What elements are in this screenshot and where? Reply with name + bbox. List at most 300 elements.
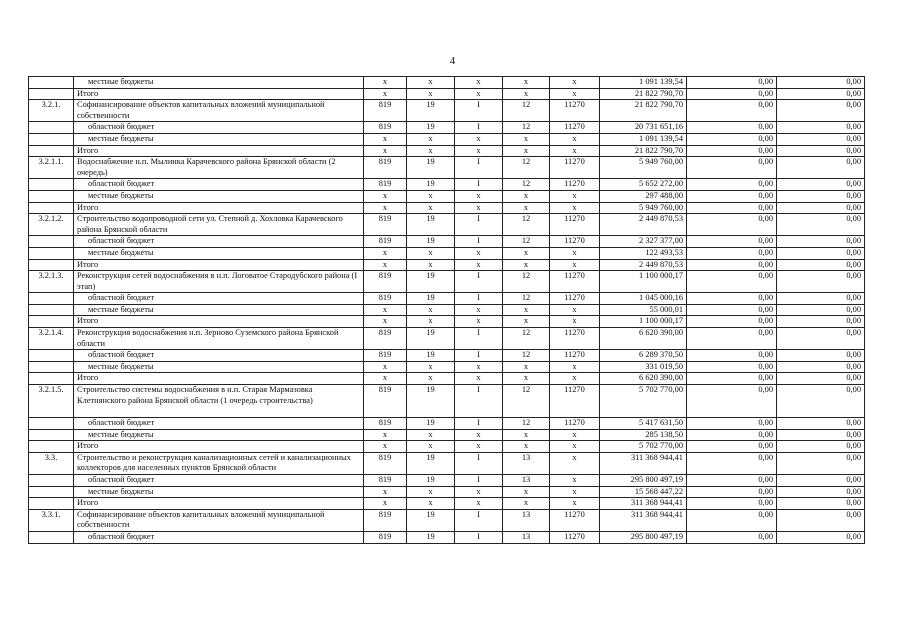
amount-cell: 0,00 <box>687 247 777 259</box>
amount-cell: 0,00 <box>777 271 865 293</box>
amount-cell: 0,00 <box>777 259 865 271</box>
table-row <box>29 77 865 89</box>
table-row <box>29 179 865 191</box>
table-row <box>29 145 865 157</box>
row-name-cell: областной бюджет <box>74 418 364 430</box>
row-number-cell: 3.3.1. <box>29 509 74 531</box>
table-row <box>29 316 865 328</box>
code-cell: x <box>364 429 407 441</box>
code-cell: x <box>407 259 455 271</box>
code-cell: x <box>407 304 455 316</box>
table-row <box>29 157 865 179</box>
amount-cell: 21 822 790,70 <box>600 100 687 122</box>
row-number-cell: 3.3. <box>29 452 74 474</box>
code-cell: 12 <box>503 179 550 191</box>
code-cell: I <box>455 214 503 236</box>
table-row <box>29 293 865 305</box>
amount-cell: 0,00 <box>687 179 777 191</box>
code-cell: x <box>550 247 600 259</box>
code-cell: 19 <box>407 350 455 362</box>
code-cell: x <box>364 77 407 89</box>
code-cell: x <box>364 498 407 510</box>
row-number-cell <box>29 145 74 157</box>
row-number-cell <box>29 88 74 100</box>
amount-cell: 1 100 000,17 <box>600 316 687 328</box>
code-cell: 819 <box>364 214 407 236</box>
code-cell: 819 <box>364 328 407 350</box>
table-row <box>29 475 865 487</box>
amount-cell: 0,00 <box>777 190 865 202</box>
table-row <box>29 361 865 373</box>
code-cell: 11270 <box>550 214 600 236</box>
code-cell: x <box>550 202 600 214</box>
amount-cell: 0,00 <box>687 122 777 134</box>
code-cell: x <box>503 498 550 510</box>
code-cell: x <box>503 190 550 202</box>
amount-cell: 285 138,50 <box>600 429 687 441</box>
amount-cell: 5 417 631,50 <box>600 418 687 430</box>
amount-cell: 0,00 <box>687 88 777 100</box>
row-number-cell <box>29 190 74 202</box>
row-name-cell: местные бюджеты <box>74 486 364 498</box>
table-row <box>29 133 865 145</box>
amount-cell: 0,00 <box>687 452 777 474</box>
amount-cell: 311 368 944,41 <box>600 509 687 531</box>
page-number: 4 <box>449 55 456 67</box>
code-cell: x <box>364 133 407 145</box>
code-cell: x <box>550 190 600 202</box>
code-cell: 11270 <box>550 328 600 350</box>
code-cell: I <box>455 509 503 531</box>
code-cell: x <box>503 486 550 498</box>
code-cell: x <box>550 486 600 498</box>
row-name-cell: местные бюджеты <box>74 133 364 145</box>
code-cell: I <box>455 452 503 474</box>
code-cell: x <box>364 373 407 385</box>
row-name-cell: областной бюджет <box>74 475 364 487</box>
table-row <box>29 418 865 430</box>
table-row <box>29 304 865 316</box>
row-number-cell: 3.2.1.2. <box>29 214 74 236</box>
row-name-cell: областной бюджет <box>74 531 364 543</box>
row-name-cell: местные бюджеты <box>74 247 364 259</box>
table-row <box>29 452 865 474</box>
code-cell: x <box>364 441 407 453</box>
row-number-cell <box>29 304 74 316</box>
row-number-cell <box>29 350 74 362</box>
code-cell: x <box>407 486 455 498</box>
code-cell: 11270 <box>550 236 600 248</box>
code-cell: x <box>550 77 600 89</box>
code-cell: 12 <box>503 271 550 293</box>
code-cell: x <box>364 202 407 214</box>
amount-cell: 2 449 870,53 <box>600 259 687 271</box>
code-cell: x <box>503 133 550 145</box>
row-name-cell: Водоснабжение н.п. Мылинка Карачевского района Брянской области (2 очередь) <box>74 157 364 179</box>
code-cell: x <box>455 304 503 316</box>
table-row <box>29 247 865 259</box>
amount-cell: 0,00 <box>777 316 865 328</box>
row-number-cell <box>29 122 74 134</box>
code-cell: 819 <box>364 122 407 134</box>
code-cell: x <box>503 145 550 157</box>
row-name-cell: областной бюджет <box>74 350 364 362</box>
code-cell: x <box>364 88 407 100</box>
code-cell: 12 <box>503 214 550 236</box>
table-row <box>29 441 865 453</box>
amount-cell: 0,00 <box>687 509 777 531</box>
row-number-cell <box>29 293 74 305</box>
amount-cell: 0,00 <box>777 304 865 316</box>
row-number-cell: 3.2.1.1. <box>29 157 74 179</box>
code-cell: 19 <box>407 293 455 305</box>
code-cell: x <box>455 88 503 100</box>
code-cell: x <box>407 77 455 89</box>
amount-cell: 2 449 870,53 <box>600 214 687 236</box>
row-name-cell: Строительство системы водоснабжения в н.п. Старая Мармазовка Клетнянского района Брянской области (1 очередь строительства) <box>74 385 364 418</box>
code-cell: 819 <box>364 271 407 293</box>
row-number-cell: 3.2.1.5. <box>29 385 74 418</box>
code-cell: x <box>455 247 503 259</box>
code-cell: 11270 <box>550 350 600 362</box>
code-cell: 12 <box>503 236 550 248</box>
code-cell: I <box>455 418 503 430</box>
code-cell: 19 <box>407 452 455 474</box>
code-cell: 819 <box>364 293 407 305</box>
amount-cell: 0,00 <box>687 328 777 350</box>
amount-cell: 0,00 <box>687 214 777 236</box>
amount-cell: 0,00 <box>777 122 865 134</box>
amount-cell: 0,00 <box>687 418 777 430</box>
code-cell: x <box>455 133 503 145</box>
amount-cell: 0,00 <box>777 509 865 531</box>
code-cell: x <box>503 429 550 441</box>
row-number-cell <box>29 498 74 510</box>
code-cell: x <box>455 429 503 441</box>
code-cell: x <box>364 304 407 316</box>
amount-cell: 1 100 000,17 <box>600 271 687 293</box>
code-cell: x <box>503 247 550 259</box>
row-number-cell <box>29 133 74 145</box>
code-cell: 12 <box>503 328 550 350</box>
amount-cell: 0,00 <box>687 385 777 418</box>
code-cell: 13 <box>503 509 550 531</box>
code-cell: x <box>407 145 455 157</box>
amount-cell: 0,00 <box>687 133 777 145</box>
amount-cell: 0,00 <box>687 316 777 328</box>
amount-cell: 0,00 <box>777 385 865 418</box>
code-cell: x <box>364 247 407 259</box>
code-cell: I <box>455 271 503 293</box>
code-cell: 819 <box>364 385 407 418</box>
amount-cell: 0,00 <box>777 88 865 100</box>
code-cell: 12 <box>503 122 550 134</box>
code-cell: x <box>407 202 455 214</box>
row-number-cell <box>29 247 74 259</box>
table-row <box>29 202 865 214</box>
code-cell: x <box>407 133 455 145</box>
amount-cell: 0,00 <box>687 202 777 214</box>
code-cell: 819 <box>364 531 407 543</box>
row-number-cell <box>29 475 74 487</box>
amount-cell: 0,00 <box>687 429 777 441</box>
code-cell: 19 <box>407 100 455 122</box>
amount-cell: 55 000,01 <box>600 304 687 316</box>
amount-cell: 5 949 760,00 <box>600 157 687 179</box>
code-cell: x <box>503 202 550 214</box>
row-number-cell <box>29 441 74 453</box>
amount-cell: 0,00 <box>777 498 865 510</box>
row-number-cell <box>29 316 74 328</box>
code-cell: I <box>455 293 503 305</box>
code-cell: 13 <box>503 531 550 543</box>
code-cell: x <box>455 145 503 157</box>
amount-cell: 0,00 <box>687 100 777 122</box>
row-name-cell: местные бюджеты <box>74 77 364 89</box>
code-cell: x <box>407 429 455 441</box>
amount-cell: 0,00 <box>777 236 865 248</box>
amount-cell: 5 702 770,00 <box>600 385 687 418</box>
code-cell: x <box>364 316 407 328</box>
row-name-cell: местные бюджеты <box>74 361 364 373</box>
code-cell: 19 <box>407 418 455 430</box>
table-row <box>29 214 865 236</box>
table-row <box>29 271 865 293</box>
amount-cell: 295 800 497,19 <box>600 531 687 543</box>
amount-cell: 0,00 <box>687 304 777 316</box>
row-number-cell <box>29 202 74 214</box>
code-cell: 12 <box>503 350 550 362</box>
row-number-cell <box>29 236 74 248</box>
code-cell: x <box>407 498 455 510</box>
row-number-cell <box>29 429 74 441</box>
code-cell: x <box>455 361 503 373</box>
row-number-cell <box>29 179 74 191</box>
row-number-cell: 3.2.1.3. <box>29 271 74 293</box>
code-cell: 12 <box>503 385 550 418</box>
code-cell: 819 <box>364 509 407 531</box>
amount-cell: 2 327 377,00 <box>600 236 687 248</box>
amount-cell: 295 800 497,19 <box>600 475 687 487</box>
code-cell: x <box>455 498 503 510</box>
amount-cell: 21 822 790,70 <box>600 88 687 100</box>
amount-cell: 5 949 760,00 <box>600 202 687 214</box>
row-name-cell: Софинансирование объектов капитальных вложений муниципальной собственности <box>74 509 364 531</box>
code-cell: 819 <box>364 236 407 248</box>
table-row <box>29 350 865 362</box>
amount-cell: 311 368 944,41 <box>600 498 687 510</box>
code-cell: x <box>407 441 455 453</box>
code-cell: 11270 <box>550 271 600 293</box>
code-cell: 19 <box>407 271 455 293</box>
amount-cell: 0,00 <box>777 145 865 157</box>
table-row <box>29 100 865 122</box>
amount-cell: 0,00 <box>777 373 865 385</box>
code-cell: x <box>455 316 503 328</box>
code-cell: 819 <box>364 179 407 191</box>
amount-cell: 122 493,53 <box>600 247 687 259</box>
code-cell: x <box>503 373 550 385</box>
code-cell: I <box>455 122 503 134</box>
code-cell: x <box>503 361 550 373</box>
amount-cell: 0,00 <box>687 77 777 89</box>
code-cell: 11270 <box>550 122 600 134</box>
table-row <box>29 236 865 248</box>
amount-cell: 0,00 <box>777 361 865 373</box>
code-cell: 11270 <box>550 418 600 430</box>
code-cell: x <box>407 361 455 373</box>
amount-cell: 0,00 <box>777 133 865 145</box>
code-cell: x <box>503 77 550 89</box>
code-cell: 12 <box>503 100 550 122</box>
code-cell: x <box>407 88 455 100</box>
amount-cell: 0,00 <box>777 77 865 89</box>
code-cell: 19 <box>407 179 455 191</box>
row-name-cell: Итого <box>74 259 364 271</box>
code-cell: 19 <box>407 214 455 236</box>
code-cell: 11270 <box>550 293 600 305</box>
row-number-cell <box>29 418 74 430</box>
code-cell: I <box>455 100 503 122</box>
amount-cell: 0,00 <box>687 190 777 202</box>
code-cell: x <box>550 429 600 441</box>
amount-cell: 1 045 000,16 <box>600 293 687 305</box>
amount-cell: 0,00 <box>777 202 865 214</box>
code-cell: x <box>455 77 503 89</box>
code-cell: x <box>407 247 455 259</box>
table-row <box>29 259 865 271</box>
code-cell: x <box>503 304 550 316</box>
table-row <box>29 88 865 100</box>
code-cell: 11270 <box>550 385 600 418</box>
code-cell: x <box>364 361 407 373</box>
row-name-cell: областной бюджет <box>74 122 364 134</box>
row-number-cell: 3.2.1. <box>29 100 74 122</box>
code-cell: x <box>455 373 503 385</box>
code-cell: x <box>364 190 407 202</box>
amount-cell: 0,00 <box>687 350 777 362</box>
table-row <box>29 328 865 350</box>
code-cell: I <box>455 328 503 350</box>
amount-cell: 0,00 <box>777 350 865 362</box>
amount-cell: 0,00 <box>687 157 777 179</box>
row-name-cell: Реконструкция сетей водоснабжения в н.п. Логоватое Стародубского района (I этап) <box>74 271 364 293</box>
amount-cell: 0,00 <box>777 531 865 543</box>
amount-cell: 21 822 790,70 <box>600 145 687 157</box>
amount-cell: 0,00 <box>777 418 865 430</box>
code-cell: 819 <box>364 452 407 474</box>
amount-cell: 20 731 651,16 <box>600 122 687 134</box>
row-number-cell <box>29 373 74 385</box>
code-cell: x <box>503 441 550 453</box>
row-name-cell: Итого <box>74 373 364 385</box>
code-cell: x <box>455 259 503 271</box>
row-name-cell: Софинансирование объектов капитальных вложений муниципальной собственности <box>74 100 364 122</box>
amount-cell: 15 568 447,22 <box>600 486 687 498</box>
code-cell: x <box>455 441 503 453</box>
code-cell: x <box>407 316 455 328</box>
table-row <box>29 373 865 385</box>
row-name-cell: Итого <box>74 88 364 100</box>
code-cell: I <box>455 350 503 362</box>
code-cell: 11270 <box>550 179 600 191</box>
amount-cell: 0,00 <box>777 475 865 487</box>
amount-cell: 0,00 <box>777 157 865 179</box>
row-number-cell <box>29 259 74 271</box>
amount-cell: 0,00 <box>687 259 777 271</box>
code-cell: x <box>455 486 503 498</box>
amount-cell: 1 091 139,54 <box>600 133 687 145</box>
row-number-cell <box>29 77 74 89</box>
row-name-cell: областной бюджет <box>74 293 364 305</box>
code-cell: x <box>550 373 600 385</box>
code-cell: x <box>364 259 407 271</box>
row-name-cell: Итого <box>74 316 364 328</box>
code-cell: x <box>550 145 600 157</box>
amount-cell: 0,00 <box>777 486 865 498</box>
row-name-cell: Итого <box>74 145 364 157</box>
amount-cell: 0,00 <box>687 293 777 305</box>
code-cell: x <box>550 475 600 487</box>
code-cell: x <box>503 316 550 328</box>
code-cell: x <box>550 498 600 510</box>
code-cell: 19 <box>407 122 455 134</box>
amount-cell: 0,00 <box>687 441 777 453</box>
amount-cell: 0,00 <box>777 328 865 350</box>
code-cell: 11270 <box>550 100 600 122</box>
table-row <box>29 190 865 202</box>
table-row <box>29 531 865 543</box>
amount-cell: 5 702 770,00 <box>600 441 687 453</box>
code-cell: x <box>550 304 600 316</box>
amount-cell: 0,00 <box>687 145 777 157</box>
code-cell: 13 <box>503 452 550 474</box>
amount-cell: 1 091 139,54 <box>600 77 687 89</box>
budget-table-body <box>29 77 865 544</box>
code-cell: I <box>455 385 503 418</box>
code-cell: x <box>503 259 550 271</box>
budget-table <box>28 76 865 544</box>
code-cell: x <box>503 88 550 100</box>
code-cell: x <box>550 361 600 373</box>
amount-cell: 0,00 <box>777 247 865 259</box>
code-cell: 819 <box>364 100 407 122</box>
table-row <box>29 498 865 510</box>
table-row <box>29 385 865 418</box>
amount-cell: 0,00 <box>687 475 777 487</box>
table-row <box>29 429 865 441</box>
amount-cell: 0,00 <box>777 100 865 122</box>
code-cell: 11270 <box>550 157 600 179</box>
code-cell: x <box>550 133 600 145</box>
code-cell: 19 <box>407 157 455 179</box>
amount-cell: 0,00 <box>777 214 865 236</box>
code-cell: 819 <box>364 475 407 487</box>
row-number-cell: 3.2.1.4. <box>29 328 74 350</box>
code-cell: x <box>550 316 600 328</box>
amount-cell: 6 620 390,00 <box>600 328 687 350</box>
code-cell: x <box>550 259 600 271</box>
code-cell: 19 <box>407 385 455 418</box>
code-cell: 12 <box>503 293 550 305</box>
amount-cell: 0,00 <box>777 293 865 305</box>
code-cell: 819 <box>364 418 407 430</box>
row-name-cell: Итого <box>74 441 364 453</box>
code-cell: 19 <box>407 475 455 487</box>
code-cell: x <box>455 190 503 202</box>
code-cell: x <box>407 373 455 385</box>
code-cell: 19 <box>407 509 455 531</box>
